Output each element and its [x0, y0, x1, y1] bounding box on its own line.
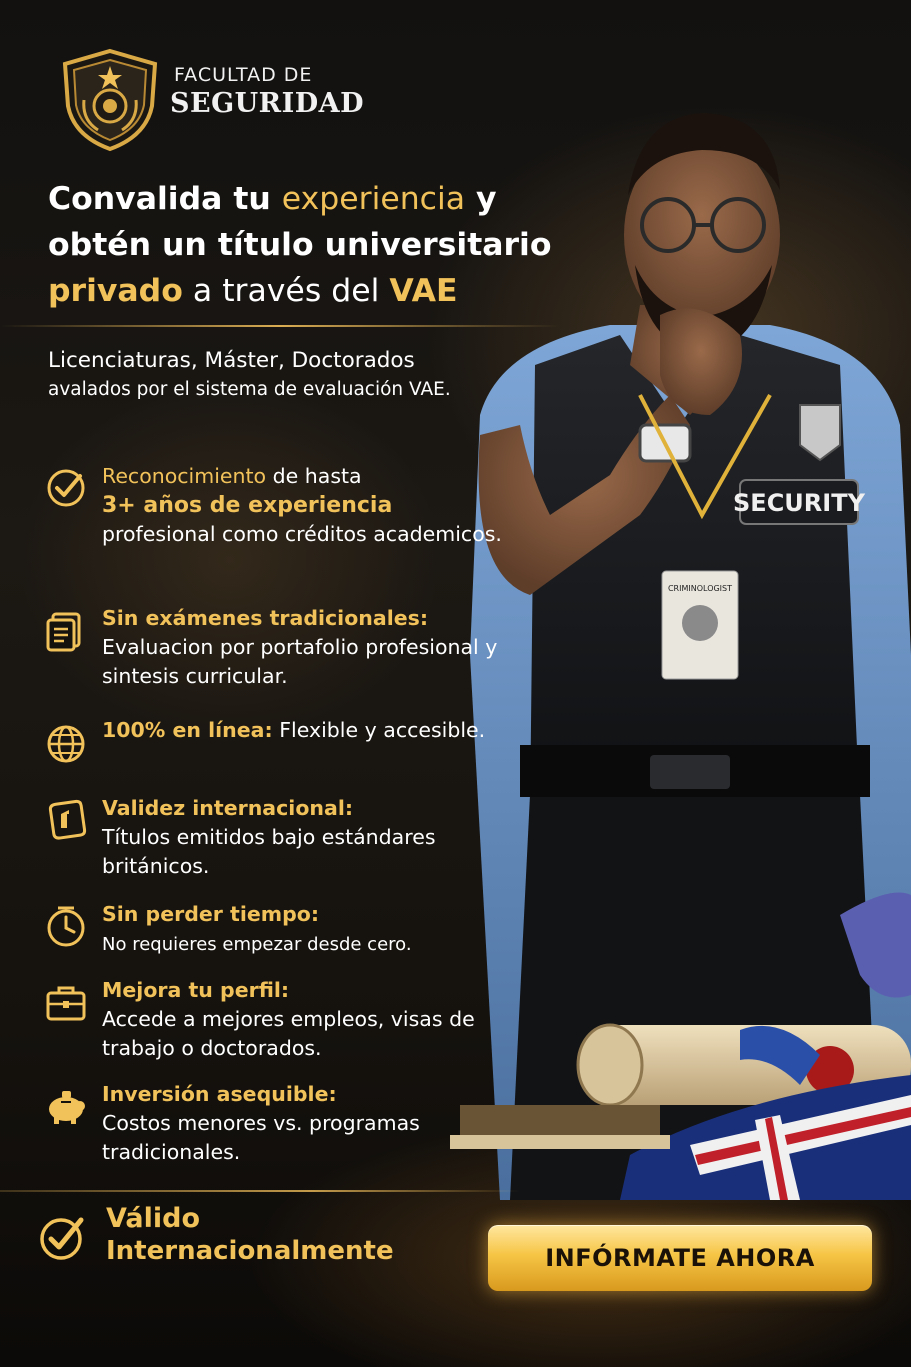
feature-online: 100% en línea: Flexible y accesible.	[44, 716, 504, 745]
feature-recognition: Reconocimiento de hasta 3+ años de experiencia profesional como créditos academicos.	[44, 462, 504, 549]
intro-degrees: Licenciaturas, Máster, Doctorados	[48, 348, 415, 373]
piggy-bank-icon	[44, 1084, 88, 1128]
vest-security-label: SECURITY	[733, 489, 865, 517]
feature-international-validity: Validez internacional: Títulos emitidos bajo estándares británicos.	[44, 794, 504, 881]
certificate-icon	[44, 798, 88, 842]
id-card-label: CRIMINOLOGIST	[667, 584, 733, 593]
bottom-divider	[0, 1190, 520, 1192]
valid-badge-line1: Válido	[106, 1203, 201, 1234]
intro-accreditation: avalados por el sistema de evaluación VAE.	[48, 379, 451, 400]
feature-improve-profile: Mejora tu perfil: Accede a mejores empleos, visas de trabajo o doctorados.	[44, 976, 504, 1063]
check-circle-icon	[44, 466, 88, 510]
briefcase-icon	[44, 980, 88, 1024]
divider	[0, 325, 560, 327]
intro	[48, 346, 488, 404]
feature-save-time: Sin perder tiempo: No requieres empezar desde cero.	[44, 900, 504, 959]
check-circle-icon	[38, 1212, 88, 1262]
headline: Convalida tu experiencia y obtén un título universitario privado a través del VAE	[48, 181, 552, 309]
valid-badge-line2: Internacionalmente	[106, 1236, 394, 1266]
brand-line-2: SEGURIDAD	[170, 88, 365, 119]
brand-line-1: FACULTAD DE	[174, 64, 313, 86]
document-list-icon	[44, 608, 88, 652]
cta-button[interactable]: INFÓRMATE AHORA	[488, 1225, 872, 1291]
feature-no-exams: Sin exámenes tradicionales: Evaluacion por portafolio profesional y sintesis curricular.	[44, 604, 504, 691]
feature-affordable: Inversión asequible: Costos menores vs. programas tradicionales.	[44, 1080, 504, 1167]
globe-icon	[44, 720, 88, 764]
faculty-shield-logo	[60, 48, 160, 152]
clock-icon	[44, 904, 88, 948]
